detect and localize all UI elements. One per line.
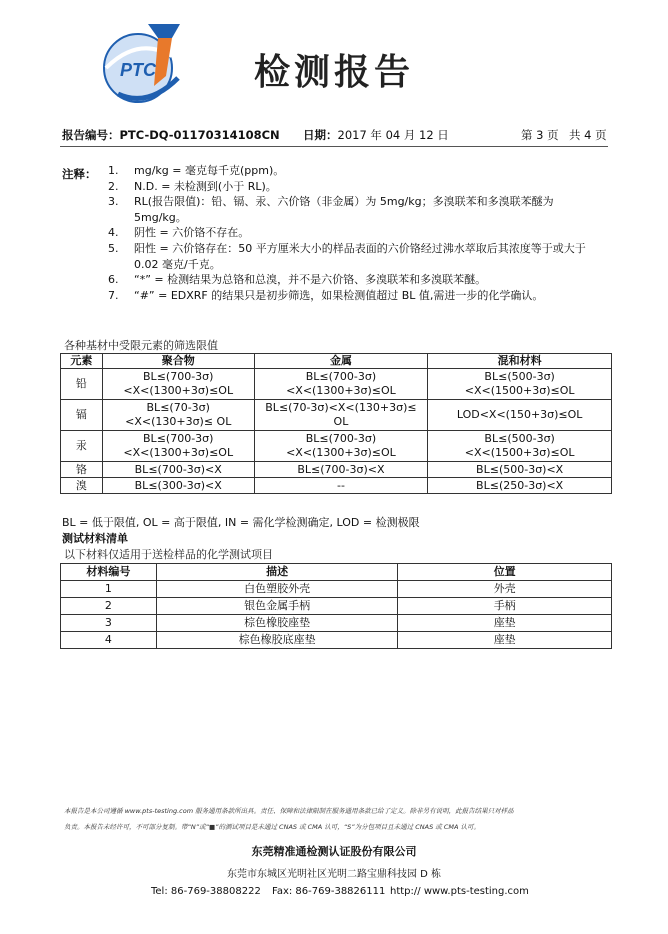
column-header: 聚合物 [102, 354, 254, 369]
composite-cell: BL≤(500-3σ)<X<(1500+3σ)≤OL [428, 369, 612, 400]
report-date-label: 日期： [303, 128, 338, 142]
report-date-value: 2017 年 04 月 12 日 [337, 128, 449, 142]
note-text: RL(报告限值)：铅、镉、汞、六价铬（非金属）为 5mg/kg；多溴联苯和多溴联苯醚为 5mg/kg。 [134, 195, 554, 224]
header-rule [60, 146, 608, 147]
note-number: 5. [108, 241, 119, 255]
note-item [108, 194, 608, 225]
polymer-cell: BL≤(700-3σ)<X [102, 462, 254, 478]
note-text: 阳性 = 六价铬存在：50 平方厘米大小的样品表面的六价铬经过沸水萃取后其浓度等于或大于 0.02 毫克/千克。 [134, 241, 586, 271]
composite-cell: LOD<X<(150+3σ)≤OL [428, 400, 612, 431]
table-header-row [61, 354, 612, 369]
note-number: 2. [108, 179, 119, 193]
note-item [108, 179, 608, 195]
note-text: “#” = EDXRF 的结果只是初步筛选，如果检测值超过 BL 值,需进一步的化学确认。 [134, 288, 544, 302]
table-row [61, 598, 612, 615]
page-title: 检测报告 [253, 51, 414, 93]
page-number: 第 3 页 [521, 128, 559, 142]
report-number [62, 127, 280, 143]
column-header: 金属 [254, 354, 428, 369]
note-text: 阴性 = 六价铬不存在。 [134, 226, 250, 240]
footer-fax: Fax: 86-769-38826111 [272, 886, 386, 897]
metal-cell: BL≤(700-3σ)<X<(1300+3σ)≤OL [254, 431, 428, 462]
logo-text: PTC [120, 60, 156, 80]
footer-website: http:// www.pts-testing.com [390, 886, 529, 897]
limits-table [60, 353, 612, 494]
composite-cell: BL≤(500-3σ)<X<(1500+3σ)≤OL [428, 431, 612, 462]
materials-title: 测试材料清单 [62, 532, 128, 545]
material-location: 手柄 [398, 598, 612, 615]
table-header-row [61, 564, 612, 581]
footer-disclaimer-line2: 负责。本报告未经许可，不可部分复制。带“N”或“■”的测试项目是未通过 CNAS 或 CMA 认可，“S”为分包项目且未通过 CNAS 或 CMA 认可。 [64, 823, 480, 831]
footer-disclaimer-line1: 本报告是本公司遵循 www.pts-testing.com 服务通用条款所出具。责任、保障和法律限制在服务通用条款已给了定义。除非另有说明，此报告结果只对样品 [64, 807, 514, 815]
element-cell: 汞 [61, 431, 103, 462]
report-number-value: PTC-DQ-01170314108CN [119, 128, 280, 142]
notes-label: 注释： [62, 167, 97, 181]
polymer-cell: BL≤(300-3σ)<X [102, 478, 254, 494]
polymer-cell: BL≤(700-3σ)<X<(1300+3σ)≤OL [102, 369, 254, 400]
note-text: “*” = 检测结果为总铬和总溴，并不是六价铬、多溴联苯和多溴联苯醚。 [134, 273, 487, 287]
material-location: 座垫 [398, 615, 612, 632]
note-number: 3. [108, 195, 119, 209]
note-item [108, 163, 608, 179]
footer-company: 东莞精准通检测认证股份有限公司 [251, 845, 417, 858]
material-description: 白色塑胶外壳 [156, 581, 398, 598]
table-row [61, 431, 612, 462]
note-item [108, 288, 608, 304]
table-row [61, 581, 612, 598]
materials-table [60, 563, 612, 649]
element-cell: 溴 [61, 478, 103, 494]
table-row [61, 462, 612, 478]
material-number: 1 [61, 581, 157, 598]
material-description: 银色金属手柄 [156, 598, 398, 615]
note-number: 4. [108, 226, 119, 240]
metal-cell: BL≤(700-3σ)<X [254, 462, 428, 478]
note-text: mg/kg = 毫克每千克(ppm)。 [134, 164, 285, 177]
composite-cell: BL≤(500-3σ)<X [428, 462, 612, 478]
polymer-cell: BL≤(70-3σ)<X<(130+3σ)≤ OL [102, 400, 254, 431]
table-row [61, 632, 612, 649]
material-description: 棕色橡胶座垫 [156, 615, 398, 632]
element-cell: 铬 [61, 462, 103, 478]
note-text: N.D. = 未检测到(小于 RL)。 [134, 179, 277, 193]
notes-list [108, 163, 608, 303]
table-row [61, 400, 612, 431]
note-item [108, 272, 608, 288]
material-number: 4 [61, 632, 157, 649]
metal-cell: BL≤(70-3σ)<X<(130+3σ)≤ OL [254, 400, 428, 431]
note-number: 7. [108, 288, 119, 302]
element-cell: 铅 [61, 369, 103, 400]
materials-caption: 以下材料仅适用于送检样品的化学测试项目 [64, 548, 273, 561]
footer-address: 东莞市东城区光明社区光明二路宝鼎科技园 D 栋 [226, 869, 442, 880]
table-row [61, 615, 612, 632]
page-total: 共 4 页 [569, 128, 607, 142]
column-header: 材料编号 [61, 564, 157, 581]
polymer-cell: BL≤(700-3σ)<X<(1300+3σ)≤OL [102, 431, 254, 462]
column-header: 混和材料 [428, 354, 612, 369]
footer-tel: Tel: 86-769-38808222 [151, 886, 261, 897]
material-location: 座垫 [398, 632, 612, 649]
report-date [303, 127, 449, 143]
metal-cell: -- [254, 478, 428, 494]
note-item [108, 241, 608, 272]
note-item [108, 225, 608, 241]
material-number: 2 [61, 598, 157, 615]
material-location: 外壳 [398, 581, 612, 598]
metal-cell: BL≤(700-3σ)<X<(1300+3σ)≤OL [254, 369, 428, 400]
material-number: 3 [61, 615, 157, 632]
composite-cell: BL≤(250-3σ)<X [428, 478, 612, 494]
table-row [61, 369, 612, 400]
report-number-label: 报告编号： [62, 128, 120, 142]
material-description: 棕色橡胶底座垫 [156, 632, 398, 649]
element-cell: 镉 [61, 400, 103, 431]
limits-legend: BL = 低于限值, OL = 高于限值, IN = 需化学检测确定, LOD = 检测极限 [62, 516, 420, 529]
column-header: 位置 [398, 564, 612, 581]
note-number: 1. [108, 164, 119, 177]
limits-caption: 各种基材中受限元素的筛选限值 [64, 339, 218, 352]
column-header: 描述 [156, 564, 398, 581]
table-row [61, 478, 612, 494]
note-number: 6. [108, 273, 119, 287]
column-header: 元素 [61, 354, 103, 369]
